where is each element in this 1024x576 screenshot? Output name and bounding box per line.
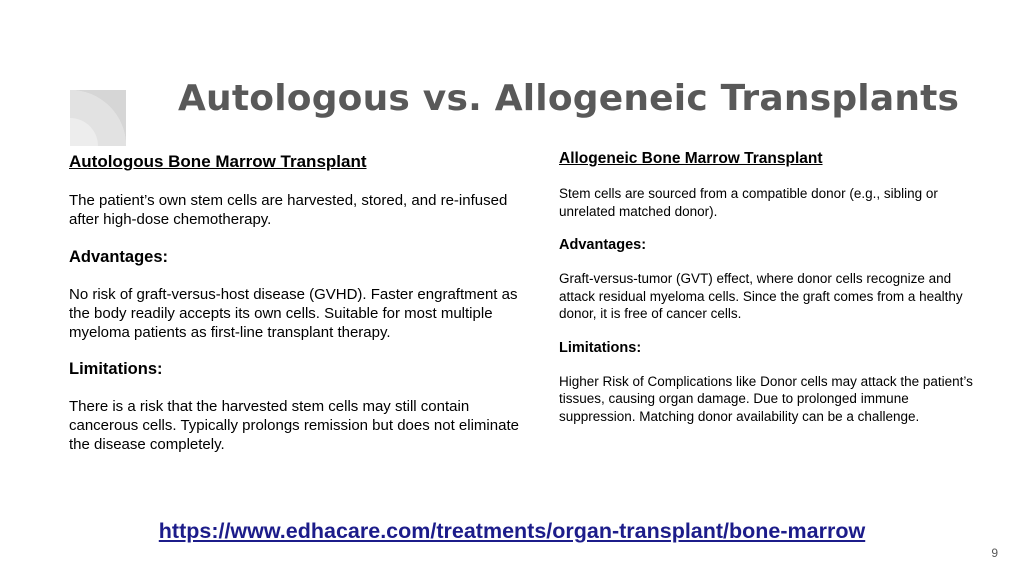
autologous-advantages-text: No risk of graft-versus-host disease (GVHD). Faster engraftment as the body readily accepts its own cells. Suitable for most multiple myeloma patients as first-line transplant therapy.: [69, 286, 518, 341]
autologous-heading-link[interactable]: Autologous Bone Marrow Transplant: [69, 152, 367, 171]
autologous-description: The patient’s own stem cells are harvested, stored, and re-infused after high-dose chemotherapy.: [69, 192, 508, 228]
allogeneic-advantages-text: Graft-versus-tumor (GVT) effect, where donor cells recognize and attack residual myeloma cells. Since the graft comes from a healthy donor, it is free of cancer cells.: [559, 271, 963, 321]
allogeneic-limitations-label: Limitations:: [559, 339, 642, 356]
allogeneic-description: Stem cells are sourced from a compatible donor (e.g., sibling or unrelated matched donor).: [559, 186, 938, 219]
allogeneic-advantages-label: Advantages:: [559, 237, 647, 253]
slide-title: Autologous vs. Allogeneic Transplants: [178, 78, 960, 119]
allogeneic-heading-link[interactable]: Allogeneic Bone Marrow Transplant: [559, 150, 823, 167]
quarter-circle-decoration: [70, 90, 126, 146]
autologous-advantages-label: Advantages:: [69, 248, 169, 266]
autologous-limitations-label: Limitations:: [69, 360, 163, 378]
autologous-column: [69, 150, 519, 454]
page-number: 9: [991, 546, 998, 560]
allogeneic-column: [559, 150, 979, 425]
autologous-limitations-text: There is a risk that the harvested stem cells may still contain cancerous cells. Typically prolongs remission but does not eliminate the disease completely.: [69, 398, 519, 453]
allogeneic-limitations-text: Higher Risk of Complications like Donor cells may attack the patient’s tissues, causing organ damage. Due to prolonged immune suppression. Matching donor availability can be a challenge.: [559, 373, 973, 424]
source-link[interactable]: https://www.edhacare.com/treatments/organ-transplant/bone-marrow: [158, 519, 866, 543]
